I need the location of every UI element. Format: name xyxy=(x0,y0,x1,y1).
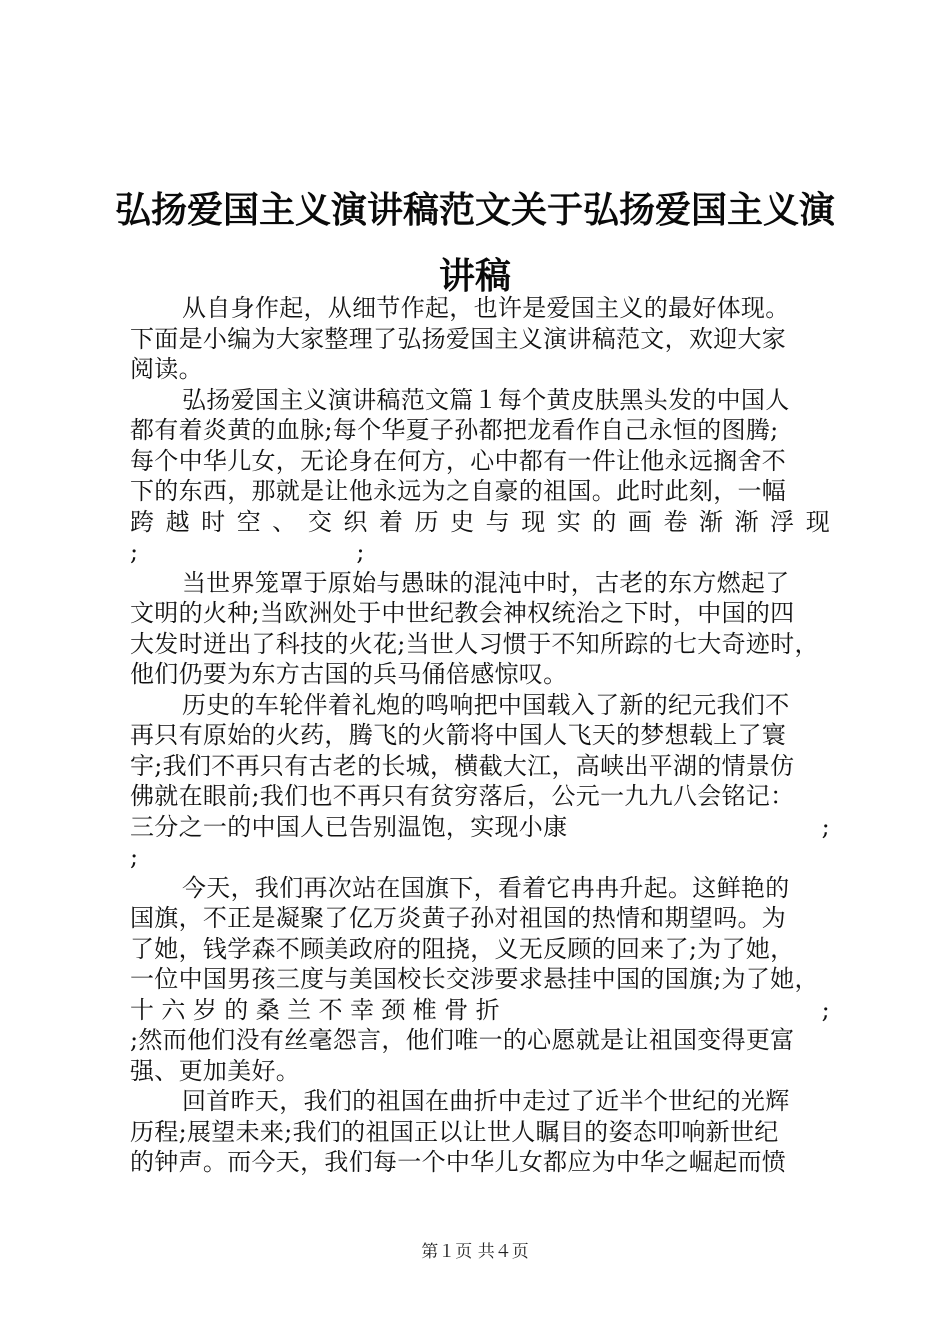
spread-character: 跨 xyxy=(130,507,155,536)
paragraph-6-line: 历程;展望未来;我们的祖国正以让世人瞩目的姿态叩响新世纪 xyxy=(130,1117,779,1146)
spread-character: 的 xyxy=(224,995,249,1024)
spread-character: 交 xyxy=(307,507,333,536)
paragraph-2-line: 弘扬爱国主义演讲稿范文篇１每个黄皮肤黑头发的中国人 xyxy=(182,385,790,414)
spread-character: 折 xyxy=(475,995,500,1024)
semicolon: ; xyxy=(821,995,830,1024)
paragraph-6-line: 的钟声。而今天，我们每一个中华儿女都应为中华之崛起而愤 xyxy=(130,1148,787,1176)
spread-character: 渐 xyxy=(699,507,724,536)
paragraph-3-line: 文明的火种;当欧洲处于中世纪教会神权统治之下时，中国的四 xyxy=(130,599,795,627)
paragraph-4-line xyxy=(130,812,830,843)
paragraph-6-line: 回首昨天，我们的祖国在曲折中走过了近半个世纪的光辉 xyxy=(182,1087,790,1115)
paragraph-2-spread-line xyxy=(130,507,830,538)
semicolon: ; xyxy=(356,538,365,566)
spread-character: 现 xyxy=(521,507,546,536)
spread-character: 十 xyxy=(130,995,155,1024)
spread-character: 桑 xyxy=(255,995,280,1024)
semicolon: ; xyxy=(821,812,830,841)
spread-character: 的 xyxy=(592,507,617,536)
spread-character: 画 xyxy=(627,507,653,536)
paragraph-5-line: 一位中国男孩三度与美国校长交涉要求悬挂中国的国旗;为了她， xyxy=(130,965,819,993)
paragraph-5-spread-text xyxy=(130,995,500,1026)
paragraph-3-line: 当世界笼罩于原始与愚昧的混沌中时，古老的东方燃起了 xyxy=(182,568,790,597)
document-body xyxy=(130,293,830,1178)
paragraph-4-last-line: ; xyxy=(130,843,139,871)
paragraph-5-line: 强、更加美好。 xyxy=(130,1056,301,1085)
spread-character: 着 xyxy=(378,507,404,536)
paragraph-5-line: 今天，我们再次站在国旗下，看着它冉冉升起。这鲜艳的 xyxy=(182,873,790,902)
spread-character: 与 xyxy=(485,507,510,536)
spread-character: 史 xyxy=(450,507,475,536)
paragraph-4-text: 三分之一的中国人已告别温饱，实现小康 xyxy=(130,812,568,841)
paragraph-3-line: 他们仍要为东方古国的兵马俑倍感惊叹。 xyxy=(130,660,568,688)
spread-character: 卷 xyxy=(663,507,688,536)
paragraph-4-line: 历史的车轮伴着礼炮的鸣响把中国载入了新的纪元我们不 xyxy=(182,690,790,719)
paragraph-1-line: 从自身作起，从细节作起，也许是爱国主义的最好体现。 xyxy=(182,294,790,322)
spread-character: 渐 xyxy=(734,507,759,536)
title-line-2: 讲稿 xyxy=(438,256,511,297)
spread-character: 幸 xyxy=(349,995,375,1024)
semicolon: ; xyxy=(130,538,139,566)
paragraph-5-line: ;然而他们没有丝毫怨言，他们唯一的心愿就是让祖国变得更富 xyxy=(130,1026,795,1054)
page-title xyxy=(80,178,870,310)
paragraph-1-line: 阅读。 xyxy=(130,355,203,383)
spread-character: 岁 xyxy=(192,995,218,1024)
spread-character: 椎 xyxy=(412,995,438,1024)
spread-character: 骨 xyxy=(444,995,469,1024)
spread-character: 颈 xyxy=(381,995,406,1024)
paragraph-2-line: 下的东西，那就是让他永远为之自豪的祖国。此时此刻，一幅 xyxy=(130,477,787,505)
spread-character: 实 xyxy=(556,507,582,536)
spread-character: 兰 xyxy=(287,995,312,1024)
spread-character: 织 xyxy=(343,507,368,536)
paragraph-5-line: 了她，钱学森不顾美政府的阻挠，义无反顾的回来了;为了她， xyxy=(130,934,795,963)
spread-character: 越 xyxy=(165,507,190,536)
paragraph-2-line: 每个中华儿女，无论身在何方，心中都有一件让他永远搁舍不 xyxy=(130,446,787,475)
spread-character: 、 xyxy=(272,507,297,536)
spread-character: 时 xyxy=(201,507,226,536)
paragraph-2-semicolons xyxy=(130,537,830,568)
spread-character: 空 xyxy=(236,507,261,536)
spread-character: 浮 xyxy=(770,507,795,536)
title-line-1: 弘扬爱国主义演讲稿范文关于弘扬爱国主义演 xyxy=(114,190,835,231)
paragraph-4-line: 宇;我们不再只有古老的长城，横截大江，高峡出平湖的情景仿 xyxy=(130,751,795,780)
paragraph-4-line: 佛就在眼前;我们也不再只有贫穷落后，公元一九九八会铭记： xyxy=(130,782,795,810)
spread-character: 不 xyxy=(318,995,343,1024)
spread-character: 六 xyxy=(161,995,186,1024)
page-number-label: 第１页 共４页 xyxy=(421,1242,529,1262)
paragraph-5-line xyxy=(130,995,830,1026)
spread-character: 历 xyxy=(414,507,439,536)
paragraph-3-line: 大发时迸出了科技的火花;当世人习惯于不知所踪的七大奇迹时， xyxy=(130,629,819,658)
paragraph-1-line: 下面是小编为大家整理了弘扬爱国主义演讲稿范文，欢迎大家 xyxy=(130,324,787,353)
page-footer xyxy=(0,1240,950,1264)
paragraph-4-line: 再只有原始的火药，腾飞的火箭将中国人飞天的梦想载上了寰 xyxy=(130,721,787,749)
paragraph-5-line: 国旗，不正是凝聚了亿万炎黄子孙对祖国的热情和期望吗。为 xyxy=(130,904,787,932)
paragraph-2-line: 都有着炎黄的血脉;每个华夏子孙都把龙看作自己永恒的图腾; xyxy=(130,416,779,444)
spread-character: 现 xyxy=(805,507,830,536)
